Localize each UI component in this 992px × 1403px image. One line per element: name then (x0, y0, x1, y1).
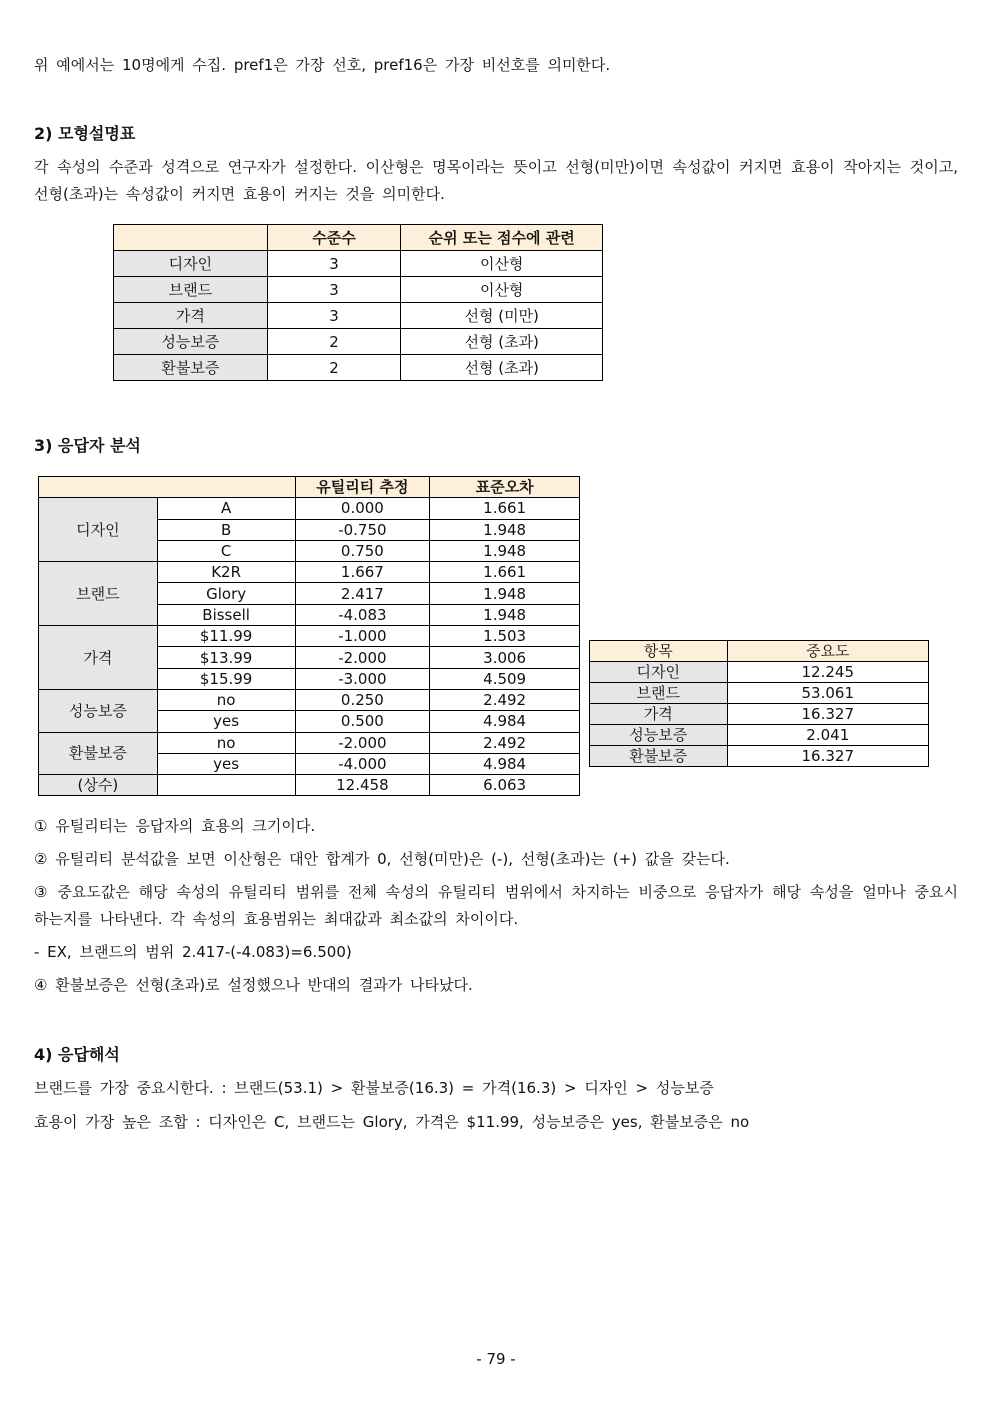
utility-cell: 12.458 (295, 775, 430, 796)
note-1: ① 유틸리티는 응답자의 효용의 크기이다. (34, 817, 316, 835)
table-row (590, 704, 929, 725)
utility-cell: -4.083 (295, 604, 430, 625)
utility-cell: 0.000 (295, 498, 430, 519)
attribute-cell: 가격 (114, 303, 268, 329)
level-cell: $11.99 (157, 626, 295, 647)
utility-cell: -4.000 (295, 753, 430, 774)
table-row (114, 277, 603, 303)
table-row (39, 689, 580, 710)
attribute-cell: 환불보증 (590, 746, 728, 767)
std-error-cell: 4.984 (430, 711, 580, 732)
level-cell: $13.99 (157, 647, 295, 668)
level-count-cell: 2 (267, 355, 401, 381)
table-row (114, 329, 603, 355)
importance-cell: 2.041 (727, 725, 928, 746)
std-error-cell: 1.503 (430, 626, 580, 647)
utility-cell: -1.000 (295, 626, 430, 647)
attribute-cell: 환불보증 (114, 355, 268, 381)
level-count-cell: 3 (267, 277, 401, 303)
table-row (39, 732, 580, 753)
utility-cell: -2.000 (295, 647, 430, 668)
table-row (114, 251, 603, 277)
utility-cell: -2.000 (295, 732, 430, 753)
level-cell: Bissell (157, 604, 295, 625)
utility-cell: -0.750 (295, 519, 430, 540)
type-cell: 이산형 (401, 277, 603, 303)
table-row (590, 725, 929, 746)
attribute-cell: 디자인 (39, 498, 158, 562)
level-cell: B (157, 519, 295, 540)
importance-table-header: 중요도 (727, 641, 928, 662)
table-row (590, 683, 929, 704)
std-error-cell: 1.948 (430, 519, 580, 540)
attribute-cell: 성능보증 (590, 725, 728, 746)
std-error-cell: 4.509 (430, 668, 580, 689)
utility-cell: 0.250 (295, 689, 430, 710)
table-row (39, 498, 580, 519)
attribute-cell: 브랜드 (39, 562, 158, 626)
std-error-cell: 2.492 (430, 689, 580, 710)
section3-heading: 3) 응답자 분석 (34, 436, 141, 455)
level-cell: $15.99 (157, 668, 295, 689)
note-4: ④ 환불보증은 선형(초과)로 설정했으나 반대의 결과가 나타났다. (34, 976, 473, 994)
attribute-cell: 가격 (39, 626, 158, 690)
level-count-cell: 3 (267, 303, 401, 329)
note-2: ② 유틸리티 분석값을 보면 이산형은 대안 합계가 0, 선형(미만)은 (-), 선형(초과)는 (+) 값을 갖는다. (34, 850, 730, 868)
level-cell: C (157, 540, 295, 561)
note-3: ③ 중요도값은 해당 속성의 유틸리티 범위를 전체 속성의 유틸리티 범위에서 차지하는 비중으로 응답자가 해당 속성을 얼마나 중요시 하는지를 나타낸다. 각 속성의 효용범위는 최대값과 최소값의 차이이다. (34, 883, 958, 928)
std-error-cell: 3.006 (430, 647, 580, 668)
std-error-cell: 2.492 (430, 732, 580, 753)
section2-heading: 2) 모형설명표 (34, 124, 136, 143)
note-example: - EX, 브랜드의 범위 2.417-(-4.083)=6.500) (34, 943, 352, 961)
level-cell: A (157, 498, 295, 519)
table-row (114, 355, 603, 381)
attribute-cell: 브랜드 (114, 277, 268, 303)
utility-cell: -3.000 (295, 668, 430, 689)
page-number: - 79 - (476, 1350, 516, 1368)
intro-text: 위 예에서는 10명에게 수집. pref1은 가장 선호, pref16은 가장 비선호를 의미한다. (34, 56, 611, 74)
utility-table (38, 476, 580, 796)
utility-table-header (39, 477, 296, 498)
model-table-header: 순위 또는 점수에 관련 (401, 225, 603, 251)
utility-cell: 0.750 (295, 540, 430, 561)
model-table-header (114, 225, 268, 251)
attribute-cell: 성능보증 (114, 329, 268, 355)
std-error-cell: 6.063 (430, 775, 580, 796)
utility-cell: 2.417 (295, 583, 430, 604)
importance-cell: 16.327 (727, 704, 928, 725)
table-row (39, 562, 580, 583)
importance-table-header: 항목 (590, 641, 728, 662)
std-error-cell: 1.661 (430, 562, 580, 583)
std-error-cell: 1.948 (430, 583, 580, 604)
attribute-cell: 성능보증 (39, 689, 158, 732)
attribute-cell: 디자인 (114, 251, 268, 277)
section4-heading: 4) 응답해석 (34, 1045, 120, 1064)
level-count-cell: 3 (267, 251, 401, 277)
level-cell: Glory (157, 583, 295, 604)
interpretation-line-1: 브랜드를 가장 중요시한다. : 브랜드(53.1) > 환불보증(16.3) = 가격(16.3) > 디자인 > 성능보증 (34, 1079, 714, 1097)
table-row (590, 746, 929, 767)
utility-cell: 1.667 (295, 562, 430, 583)
utility-table-header: 표준오차 (430, 477, 580, 498)
importance-cell: 16.327 (727, 746, 928, 767)
table-row (590, 662, 929, 683)
constant-label-cell: (상수) (39, 775, 158, 796)
attribute-cell: 가격 (590, 704, 728, 725)
std-error-cell: 4.984 (430, 753, 580, 774)
utility-table-header: 유틸리티 추정 (295, 477, 430, 498)
std-error-cell: 1.661 (430, 498, 580, 519)
level-cell: K2R (157, 562, 295, 583)
level-cell: yes (157, 711, 295, 732)
std-error-cell: 1.948 (430, 604, 580, 625)
model-table-header: 수준수 (267, 225, 401, 251)
std-error-cell: 1.948 (430, 540, 580, 561)
level-cell: no (157, 732, 295, 753)
table-row (39, 626, 580, 647)
table-row (39, 775, 580, 796)
level-count-cell: 2 (267, 329, 401, 355)
importance-cell: 53.061 (727, 683, 928, 704)
model-table (113, 224, 603, 381)
attribute-cell: 디자인 (590, 662, 728, 683)
level-cell (157, 775, 295, 796)
type-cell: 선형 (미만) (401, 303, 603, 329)
section2-paragraph: 각 속성의 수준과 성격으로 연구자가 설정한다. 이산형은 명목이라는 뜻이고 선형(미만)이면 속성값이 커지면 효용이 작아지는 것이고, 선형(초과)는 속성값이 커지면 효용이 커지는 것을 의미한다. (34, 158, 958, 203)
attribute-cell: 브랜드 (590, 683, 728, 704)
type-cell: 선형 (초과) (401, 329, 603, 355)
utility-cell: 0.500 (295, 711, 430, 732)
level-cell: yes (157, 753, 295, 774)
type-cell: 선형 (초과) (401, 355, 603, 381)
importance-table (589, 640, 929, 767)
interpretation-line-2: 효용이 가장 높은 조합 : 디자인은 C, 브랜드는 Glory, 가격은 $11.99, 성능보증은 yes, 환불보증은 no (34, 1113, 750, 1131)
level-cell: no (157, 689, 295, 710)
table-row (114, 303, 603, 329)
type-cell: 이산형 (401, 251, 603, 277)
importance-cell: 12.245 (727, 662, 928, 683)
attribute-cell: 환불보증 (39, 732, 158, 775)
